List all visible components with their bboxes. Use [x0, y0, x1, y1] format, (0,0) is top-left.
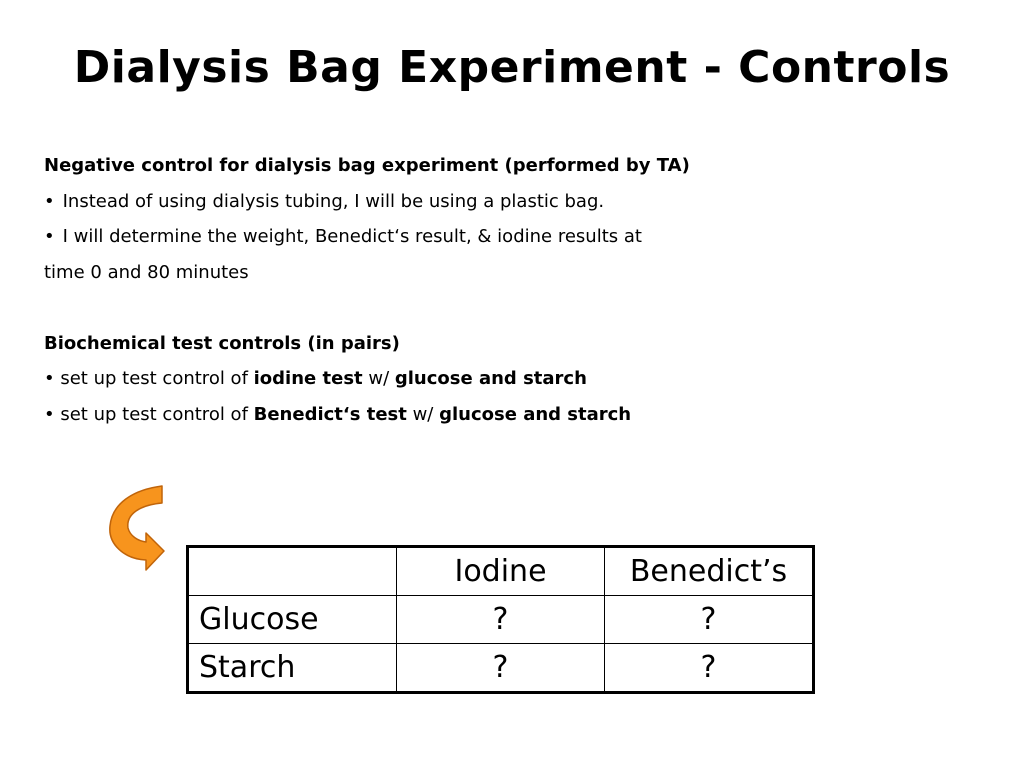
table-row: [188, 644, 814, 693]
slide-body: [44, 148, 944, 432]
table-cell-benedicts: ?: [605, 644, 814, 693]
results-table: [186, 545, 815, 694]
table-cell-iodine: ?: [397, 644, 605, 693]
biochemical-bullet-2: [44, 397, 944, 433]
table-cell-benedicts: ?: [605, 596, 814, 644]
table-cell-iodine: ?: [397, 596, 605, 644]
negative-control-bullet-2: [44, 219, 944, 255]
curved-arrow-icon: [104, 484, 170, 574]
test-name: Benedict‘s test: [253, 403, 407, 425]
bullet-prefix: set up test control of: [60, 403, 254, 425]
biochemical-heading: Biochemical test controls (in pairs): [44, 332, 400, 354]
bullet-icon: •: [44, 190, 55, 212]
table-header-row: [188, 547, 814, 596]
negative-control-heading: Negative control for dialysis bag experiment (performed by TA): [44, 155, 690, 176]
bullet-text: I will determine the weight, Benedict‘s result, & iodine results at: [62, 226, 642, 247]
curved-arrow-graphic: [104, 484, 170, 574]
bullet-icon: •: [44, 403, 55, 425]
test-subjects: glucose and starch: [394, 368, 587, 389]
bullet-middle: w/: [362, 368, 395, 389]
table-header-benedicts: Benedict’s: [605, 547, 814, 596]
row-label: Glucose: [188, 596, 397, 644]
test-subjects: glucose and starch: [439, 403, 632, 425]
negative-control-bullet-1: [44, 184, 944, 220]
bullet-icon: •: [44, 368, 55, 389]
table-header-empty: [188, 547, 397, 596]
bullet-middle: w/: [406, 403, 440, 425]
slide-title: Dialysis Bag Experiment - Controls: [73, 42, 951, 93]
row-label: Starch: [188, 644, 397, 693]
biochemical-bullet-1: [44, 361, 944, 397]
table-header-iodine: Iodine: [397, 547, 605, 596]
table-row: [188, 596, 814, 644]
bullet-icon: •: [44, 226, 55, 247]
negative-control-continuation: time 0 and 80 minutes: [44, 261, 249, 283]
bullet-prefix: set up test control of: [60, 368, 254, 389]
bullet-text: Instead of using dialysis tubing, I will be using a plastic bag.: [62, 190, 605, 212]
test-name: iodine test: [253, 368, 363, 389]
